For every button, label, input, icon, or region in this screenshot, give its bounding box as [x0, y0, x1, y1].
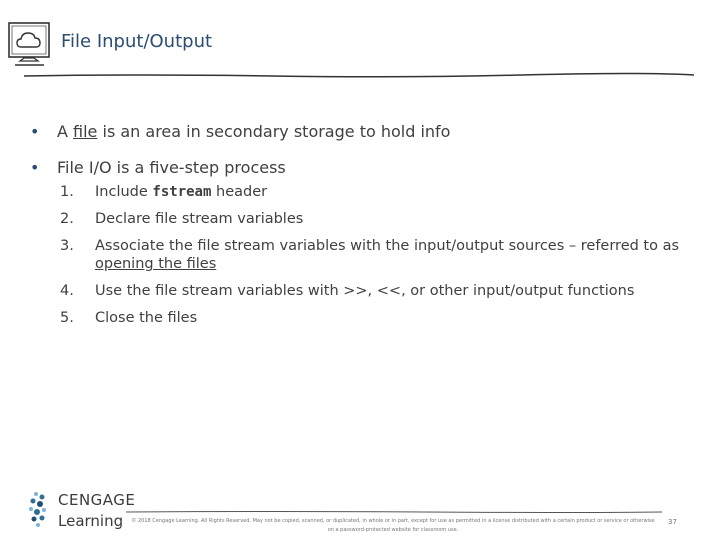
opening-files-term: opening the files	[95, 256, 217, 272]
footer-divider	[124, 508, 664, 516]
content-body	[30, 121, 700, 336]
cloud-monitor-icon	[6, 20, 54, 70]
bullet-item: • File I/O is a five-step process	[30, 158, 286, 177]
page-number: 37	[668, 518, 677, 526]
copyright-notice: © 2018 Cengage Learning. All Rights Reserved. May not be copied, scanned, or duplicated, in whole or in part, except for use as permitted in a license distributed with a certain product or service or otherwise on a password-protected website for classroom use.	[131, 518, 655, 533]
logo-wordmark-top: CENGAGE	[58, 491, 136, 509]
bullet-marker: •	[30, 122, 40, 141]
list-item: 5. Close the files	[60, 310, 198, 326]
bullet-marker: •	[30, 158, 40, 177]
list-item: 4. Use the file stream variables with >>, <<, or other input/output functions	[60, 283, 635, 299]
title-divider	[22, 70, 696, 82]
list-item: 2. Declare file stream variables	[60, 211, 304, 227]
steps-list	[60, 183, 700, 327]
list-item: 1. Include fstream header	[60, 184, 268, 200]
file-term: file	[73, 122, 98, 141]
page-title: File Input/Output	[61, 31, 213, 52]
bullet-item: • A file is an area in secondary storage to hold info	[30, 122, 451, 141]
list-item: 3. Associate the file stream variables with the input/output sources – referred to as opening the files	[60, 238, 680, 272]
logo-wordmark-bottom: Learning	[58, 512, 124, 530]
code-term: fstream	[152, 184, 212, 200]
